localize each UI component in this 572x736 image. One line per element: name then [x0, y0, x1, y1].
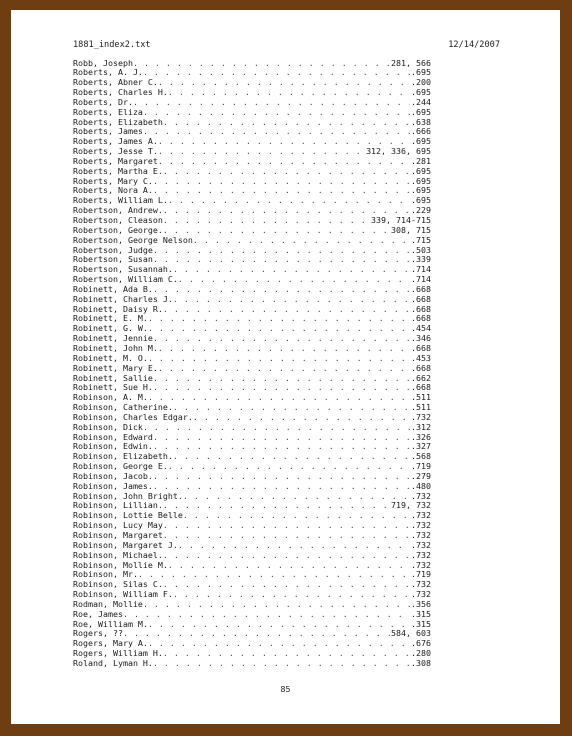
entry-pages: .279 — [411, 471, 431, 481]
entry-name: Robinson, Dick — [73, 422, 143, 432]
entry-pages: .732 — [411, 550, 431, 560]
leader-dots — [158, 364, 410, 374]
index-entry — [73, 590, 431, 600]
entry-pages: .668 — [411, 363, 431, 373]
index-entry — [73, 265, 431, 275]
entry-name: Roberts, Abner C. — [73, 78, 158, 88]
leader-dots — [168, 561, 410, 571]
index-entry — [73, 364, 431, 374]
index-entry — [73, 610, 431, 620]
leader-dots — [123, 610, 410, 620]
leader-dots — [178, 541, 410, 551]
entry-name: Roberts, Mary C. — [73, 176, 153, 186]
leader-dots — [163, 167, 410, 177]
leader-dots — [163, 649, 410, 659]
index-entry — [73, 600, 431, 610]
entry-name: Roe, William M. — [73, 619, 148, 629]
leader-dots — [173, 265, 410, 275]
leader-dots — [153, 374, 410, 384]
entry-pages: 339, 714-715 — [371, 216, 431, 225]
header-date: 12/14/2007 — [448, 40, 500, 50]
leader-dots — [183, 492, 410, 502]
entry-name: Robertson, William C. — [73, 275, 178, 285]
leader-dots — [168, 196, 410, 206]
leader-dots — [173, 590, 410, 600]
leader-dots — [153, 334, 410, 344]
leader-dots — [163, 216, 370, 226]
entry-pages: .695 — [411, 137, 431, 147]
leader-dots — [163, 118, 410, 128]
index-entry — [73, 472, 431, 482]
leader-dots — [183, 511, 410, 521]
index-entry — [73, 127, 431, 137]
index-entry — [73, 561, 431, 571]
entry-name: Robinson, A. M. — [73, 393, 148, 403]
entry-pages: .714 — [411, 275, 431, 285]
index-entry — [73, 433, 431, 443]
entry-pages: .719 — [411, 570, 431, 580]
index-entry — [73, 492, 431, 502]
index-entry — [73, 196, 431, 206]
entry-name: Robertson, George. — [73, 225, 163, 235]
index-entry — [73, 403, 431, 413]
leader-dots — [153, 433, 410, 443]
index-entry — [73, 423, 431, 433]
leader-dots — [148, 314, 410, 324]
index-entry — [73, 186, 431, 196]
leader-dots — [163, 305, 410, 315]
entry-pages: .668 — [411, 304, 431, 314]
entry-pages: .280 — [411, 649, 431, 659]
entry-name: Roe, James — [73, 609, 123, 619]
leader-dots — [153, 246, 410, 256]
entry-pages: .668 — [411, 284, 431, 294]
index-entry — [73, 137, 431, 147]
leader-dots — [168, 462, 410, 472]
entry-name: Robinson, Margaret J. — [73, 540, 178, 550]
page-header — [73, 40, 500, 54]
entry-pages: .668 — [411, 294, 431, 304]
index-entry — [73, 383, 431, 393]
leader-dots — [163, 501, 390, 511]
entry-name: Roberts, James — [73, 127, 143, 137]
entry-name: Robinson, Lillian. — [73, 501, 163, 511]
leader-dots — [153, 186, 410, 196]
leader-dots — [153, 383, 410, 393]
entry-name: Robinson, Margaret — [73, 531, 163, 540]
leader-dots — [193, 413, 410, 423]
leader-dots — [193, 236, 410, 246]
index-entry — [73, 511, 431, 521]
entry-pages: .666 — [411, 127, 431, 137]
entry-name: Roberts, Jesse T. — [73, 147, 158, 157]
index-entry — [73, 78, 431, 88]
index-entry — [73, 452, 431, 462]
index-entry — [73, 570, 431, 580]
entry-name: Rogers, ?? — [73, 629, 123, 639]
entry-pages: .732 — [411, 491, 431, 501]
index-entry — [73, 59, 431, 69]
index-entry — [73, 305, 431, 315]
entry-pages: .312 — [411, 422, 431, 432]
entry-name: Roberts, Margaret — [73, 156, 158, 166]
index-entry — [73, 246, 431, 256]
entry-pages: .732 — [411, 540, 431, 550]
entry-pages: .695 — [411, 88, 431, 98]
document-page — [11, 10, 560, 724]
entry-name: Robinson, Catherine. — [73, 403, 173, 413]
index-entry — [73, 285, 431, 295]
entry-pages: .229 — [411, 206, 431, 216]
index-entry — [73, 275, 431, 285]
leader-dots — [158, 137, 410, 147]
entry-name: Robinett, Ada B. — [73, 284, 153, 294]
entry-name: Robinett, Sallie — [73, 373, 153, 383]
index-entry — [73, 551, 431, 561]
entry-name: Robinett, Mary E. — [73, 363, 158, 373]
entry-name: Robinett, John M. — [73, 343, 158, 353]
entry-name: Robinson, Lottie Belle — [73, 511, 183, 521]
entry-name: Robinett, M. O. — [73, 353, 148, 363]
leader-dots — [178, 275, 410, 285]
entry-pages: .356 — [411, 599, 431, 609]
entry-name: Robinett, Daisy R. — [73, 304, 163, 314]
leader-dots — [133, 98, 410, 108]
leader-dots — [153, 482, 410, 492]
index-entry — [73, 68, 431, 78]
entry-name: Rogers, Mary A. — [73, 639, 148, 649]
entry-pages: .732 — [411, 580, 431, 590]
index-entry — [73, 462, 431, 472]
entry-name: Robinson, Mollie M. — [73, 560, 168, 570]
index-entry — [73, 354, 431, 364]
entry-name: Roberts, William L. — [73, 196, 168, 206]
entry-pages: .200 — [411, 78, 431, 88]
entry-pages: .244 — [411, 97, 431, 107]
index-entry — [73, 206, 431, 216]
entry-pages: .695 — [411, 186, 431, 196]
entry-name: Robinson, Edward — [73, 432, 153, 442]
leader-dots — [153, 177, 410, 187]
index-entry — [73, 236, 431, 246]
index-entry — [73, 177, 431, 187]
page-number: 85 — [280, 684, 291, 694]
entry-name: Robertson, Susan — [73, 255, 153, 265]
index-entries — [73, 59, 431, 669]
entry-pages: 281, 566 — [391, 58, 431, 68]
index-entry — [73, 324, 431, 334]
entry-name: Roberts, A. J. — [73, 68, 143, 78]
entry-name: Robertson, Judge — [73, 245, 153, 255]
leader-dots — [163, 531, 410, 541]
entry-name: Robinson, James. — [73, 481, 153, 491]
index-entry — [73, 649, 431, 659]
entry-pages: .511 — [411, 403, 431, 413]
entry-pages: .326 — [411, 432, 431, 442]
leader-dots — [143, 423, 410, 433]
entry-pages: .732 — [411, 590, 431, 600]
entry-pages: .308 — [411, 658, 431, 668]
entry-name: Roberts, Elizabeth — [73, 117, 163, 127]
entry-name: Roberts, Nora A. — [73, 186, 153, 196]
leader-dots — [148, 354, 410, 364]
leader-dots — [158, 147, 365, 157]
leader-dots — [148, 393, 410, 403]
entry-name: Rodman, Mollie — [73, 599, 143, 609]
index-entry — [73, 88, 431, 98]
leader-dots — [163, 206, 410, 216]
entry-pages: .695 — [411, 68, 431, 78]
entry-pages: .732 — [411, 531, 431, 540]
entry-pages: 584, 603 — [391, 629, 431, 639]
leader-dots — [163, 580, 410, 590]
index-entry — [73, 521, 431, 531]
entry-pages: .480 — [411, 481, 431, 491]
entry-name: Roberts, Dr. — [73, 97, 133, 107]
entry-pages: .453 — [411, 353, 431, 363]
entry-pages: .715 — [411, 235, 431, 245]
leader-dots — [133, 59, 390, 69]
entry-pages: .339 — [411, 255, 431, 265]
leader-dots — [173, 295, 410, 305]
entry-pages: .668 — [411, 314, 431, 324]
index-entry — [73, 157, 431, 167]
entry-pages: .732 — [411, 511, 431, 521]
leader-dots — [148, 620, 410, 630]
entry-name: Rogers, William H. — [73, 649, 163, 659]
leader-dots — [153, 659, 410, 669]
entry-name: Robinett, G. W. — [73, 324, 148, 334]
index-entry — [73, 629, 431, 639]
entry-pages: .662 — [411, 373, 431, 383]
leader-dots — [143, 600, 410, 610]
index-entry — [73, 216, 431, 226]
index-entry — [73, 147, 431, 157]
entry-pages: .568 — [411, 452, 431, 462]
leader-dots — [163, 521, 410, 531]
entry-name: Robinson, Jacob. — [73, 471, 153, 481]
leader-dots — [143, 68, 410, 78]
index-entry — [73, 531, 431, 541]
entry-name: Robinson, William F. — [73, 590, 173, 600]
entry-name: Roberts, Martha E. — [73, 166, 163, 176]
leader-dots — [158, 344, 410, 354]
entry-name: Robertson, Andrew. — [73, 206, 163, 216]
entry-name: Roberts, Eliza — [73, 107, 143, 117]
entry-pages: .315 — [411, 609, 431, 619]
entry-pages: .454 — [411, 324, 431, 334]
index-entry — [73, 580, 431, 590]
entry-name: Robinett, Charles J. — [73, 294, 173, 304]
leader-dots — [138, 570, 410, 580]
leader-dots — [153, 442, 410, 452]
entry-pages: .503 — [411, 245, 431, 255]
index-entry — [73, 98, 431, 108]
index-entry — [73, 334, 431, 344]
entry-pages: .511 — [411, 393, 431, 403]
leader-dots — [143, 108, 410, 118]
entry-pages: .695 — [411, 166, 431, 176]
index-entry — [73, 314, 431, 324]
index-entry — [73, 442, 431, 452]
entry-pages: .719 — [411, 462, 431, 472]
entry-pages: .695 — [411, 196, 431, 206]
entry-name: Robertson, Susannah. — [73, 265, 173, 275]
index-entry — [73, 108, 431, 118]
entry-pages: .315 — [411, 619, 431, 629]
index-entry — [73, 482, 431, 492]
index-entry — [73, 541, 431, 551]
entry-name: Robertson, George Nelson — [73, 235, 193, 245]
entry-pages: .695 — [411, 176, 431, 186]
entry-pages: .732 — [411, 521, 431, 531]
entry-name: Roberts, James A. — [73, 137, 158, 147]
entry-pages: .732 — [411, 560, 431, 570]
entry-name: Robinson, Michael. — [73, 550, 163, 560]
index-entry — [73, 374, 431, 384]
file-name: 1881_index2.txt — [73, 40, 151, 50]
index-entry — [73, 255, 431, 265]
entry-name: Robb, Joseph — [73, 58, 133, 68]
leader-dots — [158, 157, 410, 167]
entry-pages: 312, 336, 695 — [366, 147, 431, 157]
leader-dots — [148, 324, 410, 334]
entry-name: Robinson, Charles Edgar. — [73, 412, 193, 422]
entry-pages: .668 — [411, 343, 431, 353]
entry-name: Robinson, John Bright. — [73, 491, 183, 501]
entry-pages: .346 — [411, 334, 431, 344]
entry-name: Robertson, Cleason — [73, 216, 163, 225]
entry-name: Robinett, E. M. — [73, 314, 148, 324]
entry-name: Robinett, Sue H. — [73, 383, 153, 393]
entry-name: Robinson, George E. — [73, 462, 168, 472]
index-entry — [73, 118, 431, 128]
leader-dots — [123, 629, 390, 639]
index-entry — [73, 659, 431, 669]
leader-dots — [153, 255, 410, 265]
entry-name: Robinett, Jennie — [73, 334, 153, 344]
entry-name: Roland, Lyman H. — [73, 658, 153, 668]
entry-pages: .668 — [411, 383, 431, 393]
index-entry — [73, 226, 431, 236]
index-entry — [73, 167, 431, 177]
entry-pages: .676 — [411, 639, 431, 649]
entry-name: Robinson, Elizabeth. — [73, 452, 173, 462]
entry-pages: .732 — [411, 412, 431, 422]
entry-pages: .327 — [411, 442, 431, 452]
index-entry — [73, 413, 431, 423]
index-entry — [73, 639, 431, 649]
entry-pages: 719, 732 — [391, 501, 431, 511]
entry-name: Roberts, Charles H. — [73, 88, 168, 98]
entry-pages: 308, 715 — [391, 225, 431, 235]
entry-pages: .714 — [411, 265, 431, 275]
leader-dots — [173, 403, 410, 413]
leader-dots — [153, 472, 410, 482]
index-entry — [73, 501, 431, 511]
index-entry — [73, 295, 431, 305]
entry-pages: .695 — [411, 107, 431, 117]
entry-name: Robinson, Silas C. — [73, 580, 163, 590]
leader-dots — [158, 78, 410, 88]
index-entry — [73, 344, 431, 354]
leader-dots — [173, 452, 410, 462]
index-entry — [73, 393, 431, 403]
entry-name: Robinson, Mr. — [73, 570, 138, 580]
leader-dots — [148, 639, 410, 649]
leader-dots — [143, 127, 410, 137]
index-entry — [73, 620, 431, 630]
entry-pages: .281 — [411, 156, 431, 166]
leader-dots — [163, 551, 410, 561]
entry-name: Robinson, Lucy May — [73, 521, 163, 531]
entry-pages: .638 — [411, 117, 431, 127]
entry-name: Robinson, Edwin. — [73, 442, 153, 452]
leader-dots — [153, 285, 410, 295]
leader-dots — [163, 226, 390, 236]
leader-dots — [168, 88, 410, 98]
